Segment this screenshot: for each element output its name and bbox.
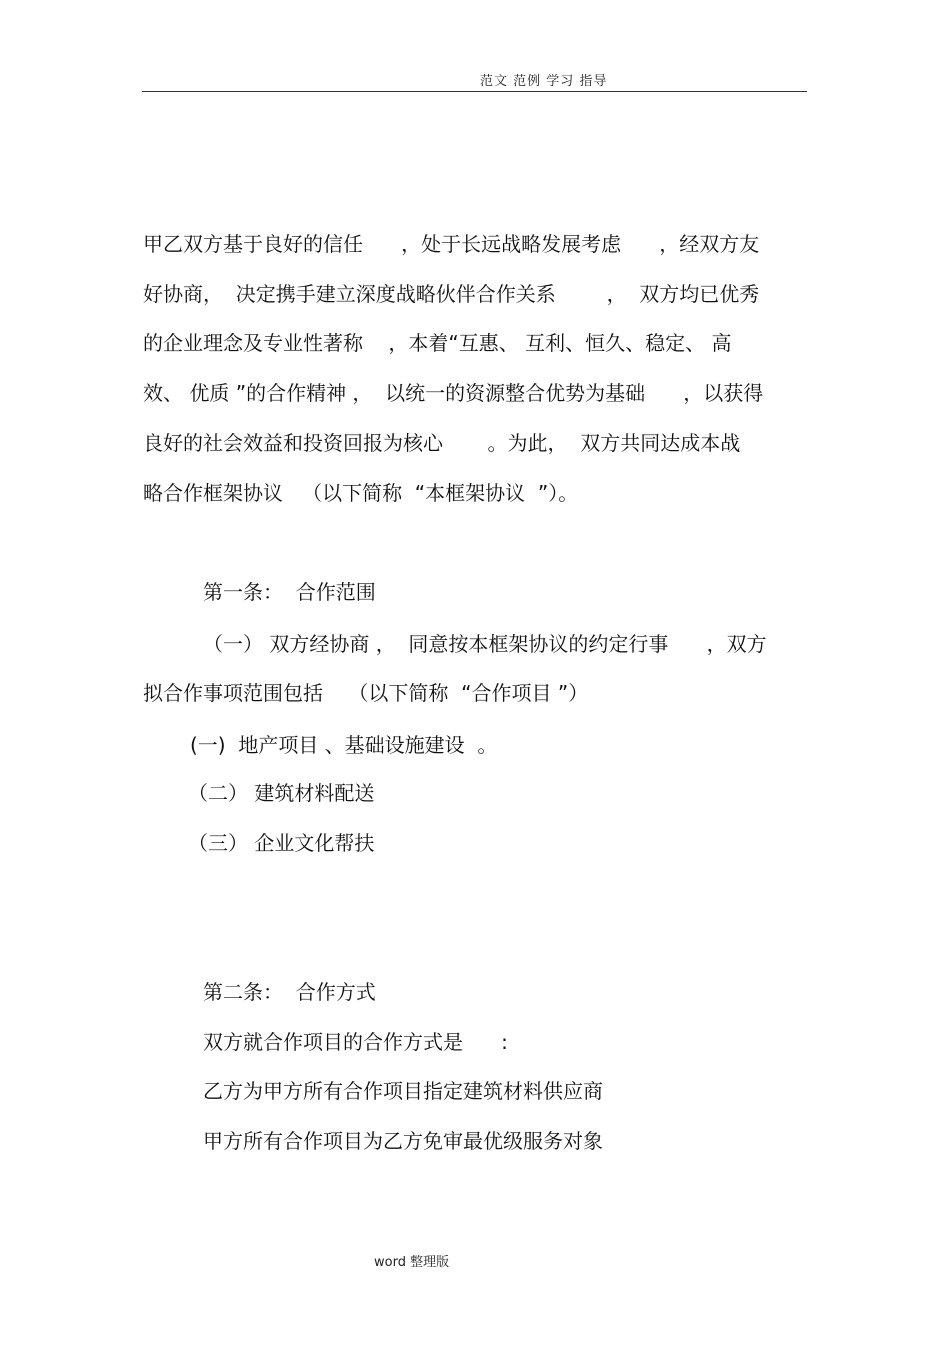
article-1-line: （一） 双方经协商 ， 同意按本框架协议的约定行事 ，双方 bbox=[203, 632, 767, 656]
intro-line: 效、 优质 ”的合作精神 ， 以统一的资源整合优势为基础 ，以获得 bbox=[143, 381, 764, 405]
article-2-line: 乙方为甲方所有合作项目指定建筑材料供应商 bbox=[203, 1079, 603, 1103]
article-1-title: 第一条： 合作范围 bbox=[203, 580, 376, 604]
intro-line: 的企业理念及专业性著称 ，本着“互惠、 互利、恒久、稳定、 高 bbox=[143, 331, 732, 355]
intro-line: 好协商， 决定携手建立深度战略伙伴合作关系 ， 双方均已优秀 bbox=[143, 282, 760, 306]
article-2-line: 双方就合作项目的合作方式是 : bbox=[203, 1030, 508, 1054]
article-1-item: （三） 企业文化帮扶 bbox=[188, 831, 375, 855]
article-1-item: (一) 地产项目 、基础设施建设 。 bbox=[190, 733, 498, 757]
article-1-line: 拟合作事项范围包括 （以下简称 “合作项目 ”） bbox=[143, 681, 589, 705]
intro-line: 良好的社会效益和投资回报为核心 。为此， 双方共同达成本战 bbox=[143, 431, 741, 455]
article-2-line: 甲方所有合作项目为乙方免审最优级服务对象 bbox=[203, 1129, 603, 1153]
intro-line: 略合作框架协议 （以下简称 “本框架协议 ”）。 bbox=[143, 481, 579, 505]
article-1-item: （二） 建筑材料配送 bbox=[188, 781, 375, 805]
intro-line: 甲乙双方基于良好的信任 ，处于长远战略发展考虑 ，经双方友 bbox=[143, 232, 760, 256]
header-rule bbox=[142, 91, 807, 92]
page-header: 范文 范例 学习 指导 bbox=[480, 74, 608, 89]
page-footer: word 整理版 bbox=[374, 1255, 450, 1270]
article-2-title: 第二条： 合作方式 bbox=[203, 980, 376, 1004]
